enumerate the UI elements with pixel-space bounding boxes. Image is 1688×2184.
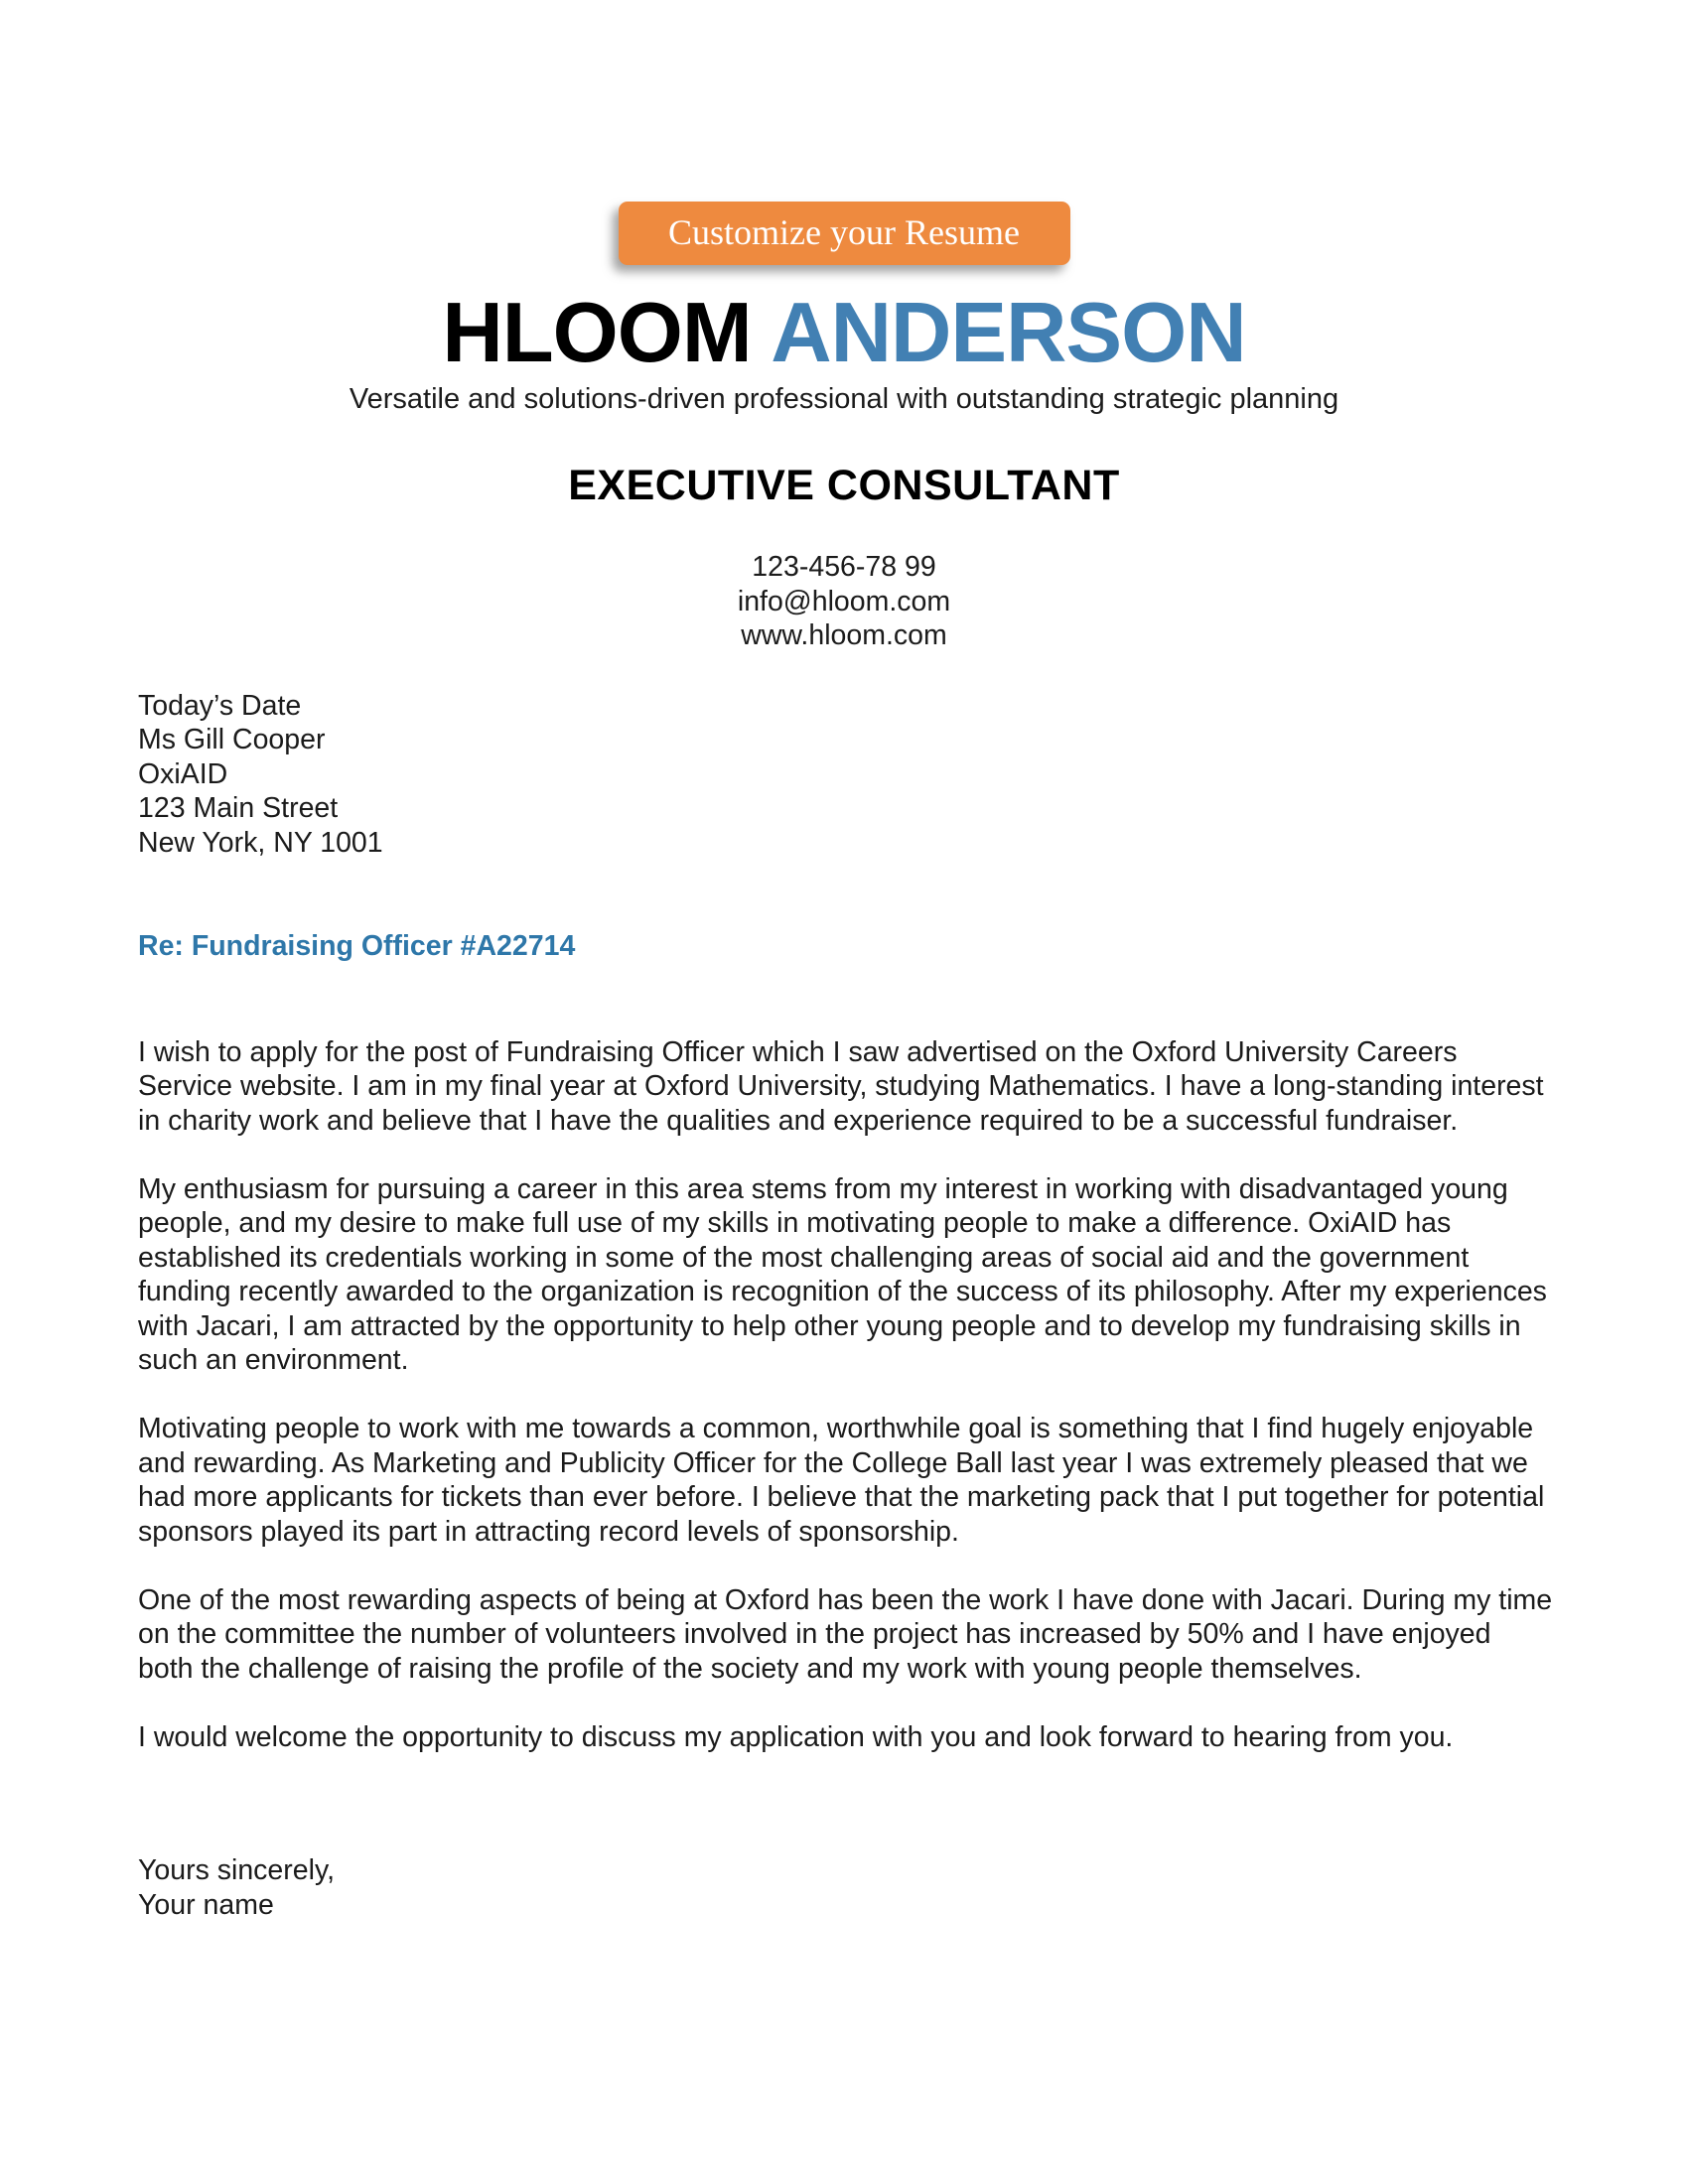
recipient-line-company: OxiAID <box>138 757 228 790</box>
recipient-line-street: 123 Main Street <box>138 792 339 824</box>
recipient-line-date: Today’s Date <box>138 689 302 722</box>
letter-body <box>138 689 1553 1923</box>
closing-salutation: Yours sincerely, <box>138 1854 336 1886</box>
subject-line: Re: Fundraising Officer #A22714 <box>138 930 576 962</box>
letter-paragraph: I would welcome the opportunity to discuss my application with you and look forward to hearing from you. <box>138 1720 1454 1753</box>
tagline: Versatile and solutions-driven professional with outstanding strategic planning <box>349 383 1339 415</box>
job-title: EXECUTIVE CONSULTANT <box>568 462 1120 509</box>
letter-paragraph: Motivating people to work with me towards a common, worthwhile goal is something that I find hugely enjoyable and rewarding. As Marketing and Publicity Officer for the College Ball last year I was extremely pleased that we had more applicants for tickets than ever before. I believe that the marketing pack that I put together for potential sponsors played its part in attracting record levels of sponsorship. <box>138 1413 1545 1548</box>
recipient-line-name: Ms Gill Cooper <box>138 724 326 755</box>
contact-block <box>0 550 1688 653</box>
candidate-first-name: HLOOM <box>442 286 752 380</box>
contact-phone: 123-456-78 99 <box>752 551 936 583</box>
closing-signature: Your name <box>138 1888 274 1921</box>
letter-paragraph: I wish to apply for the post of Fundraising Officer which I saw advertised on the Oxford University Careers Service website. I am in my final year at Oxford University, studying Mathematics. I have a long-standing interest in charity work and believe that I have the qualities and experience required to be a successful fundraiser. <box>138 1035 1544 1137</box>
contact-email: info@hloom.com <box>737 585 951 617</box>
closing-block <box>138 1853 1553 1922</box>
candidate-last-name: ANDERSON <box>771 286 1246 380</box>
letter-paragraph: One of the most rewarding aspects of being at Oxford has been the work I have done with Jacari. During my time on the committee the number of volunteers involved in the project has increased by 50% and I have enjoyed both the challenge of raising the profile of the society and my work with young people themselves. <box>138 1583 1553 1685</box>
recipient-line-city: New York, NY 1001 <box>138 826 383 859</box>
customize-resume-button[interactable]: Customize your Resume <box>619 202 1070 265</box>
letter-paragraph: My enthusiasm for pursuing a career in this area stems from my interest in working with disadvantaged young people, and my desire to make full use of my skills in motivating people to make a difference. OxiAID has established its credentials working in some of the most challenging areas of social aid and the government funding recently awarded to the organization is recognition of the success of its philosophy. After my experiences with Jacari, I am attracted by the opportunity to help other young people and to develop my fundraising skills in such an environment. <box>138 1172 1547 1376</box>
recipient-address-block <box>138 689 1553 861</box>
contact-website: www.hloom.com <box>741 619 947 651</box>
cta-button-row <box>0 0 1688 265</box>
candidate-name <box>0 286 1688 380</box>
